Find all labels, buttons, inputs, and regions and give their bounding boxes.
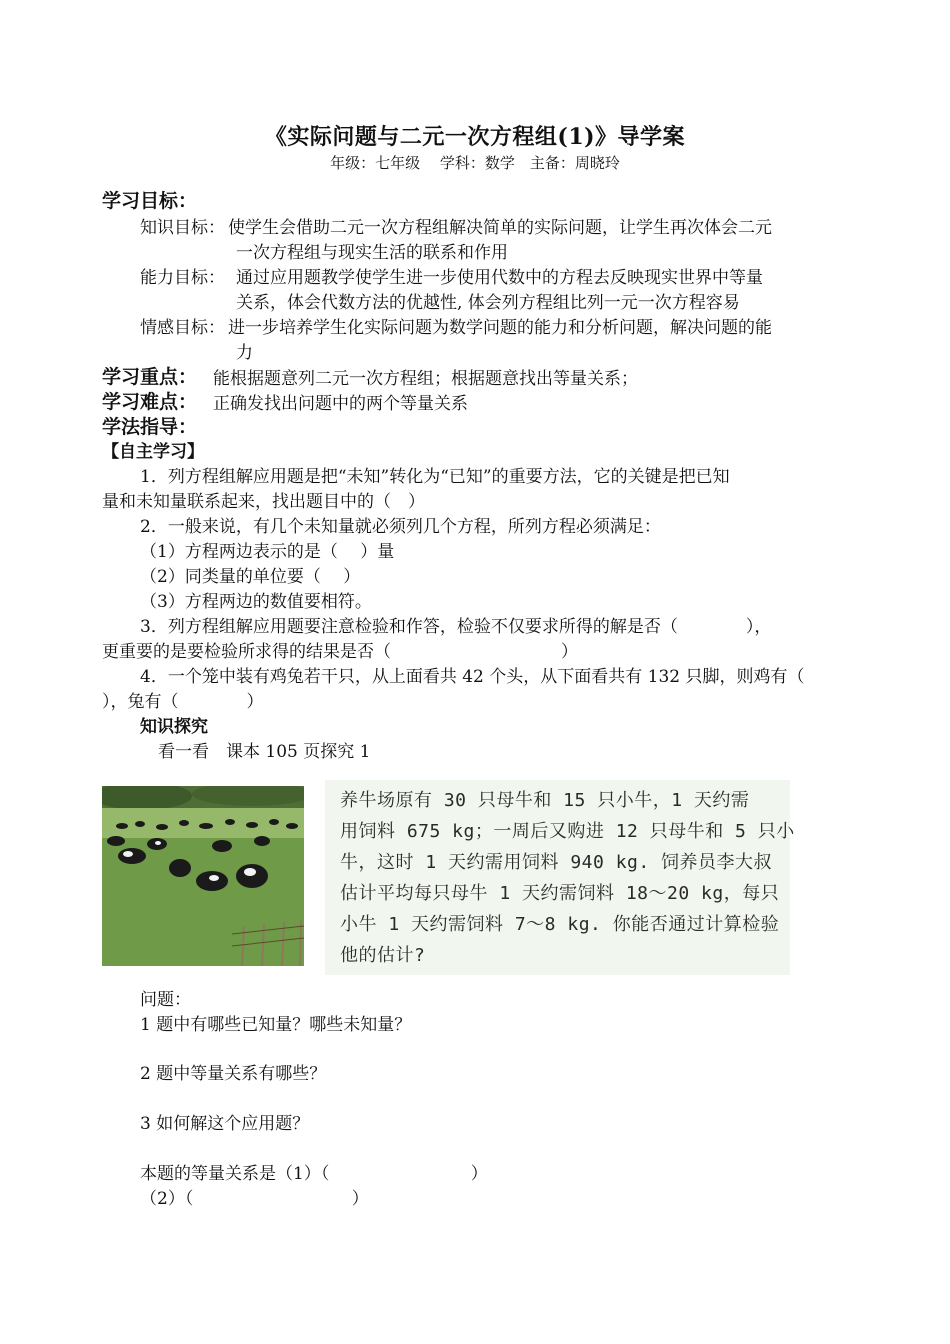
problem-line: 估计平均每只母牛 1 天约需饲料 18～20 kg，每只 <box>340 883 780 904</box>
method-heading: 学法指导： <box>102 416 198 438</box>
ability-goal-label: 能力目标： <box>140 268 225 288</box>
relation-1: 本题的等量关系是（1）（ ） <box>140 1164 488 1184</box>
problem-line: 他的估计? <box>340 945 426 966</box>
knowledge-goal-text-1: 使学生会借助二元一次方程组解决简单的实际问题，让学生再次体会二元 <box>228 218 772 238</box>
questions-label: 问题： <box>140 990 191 1010</box>
page-subtitle: 年级：七年级 学科：数学 主备：周晓玲 <box>330 154 620 172</box>
focus-text: 能根据题意列二元一次方程组；根据题意找出等量关系； <box>213 369 638 389</box>
q1-line-1: 1．列方程组解应用题是把“未知”转化为“已知”的重要方法，它的关键是把已知 <box>140 467 730 487</box>
emotion-goal-text-1: 进一步培养学生化实际问题为数学问题的能力和分析问题，解决问题的能 <box>228 318 772 338</box>
question-2: 2 题中等量关系有哪些？ <box>140 1064 327 1084</box>
q4-line-1: 4．一个笼中装有鸡兔若干只，从上面看共 42 个头，从下面看共有 132 只脚，则鸡有（ <box>140 667 805 687</box>
explore-heading: 知识探究 <box>140 717 208 737</box>
q2-item-2: （2）同类量的单位要（ ） <box>140 567 361 587</box>
self-study-heading: 【自主学习】 <box>102 442 204 462</box>
cows-pasture-image <box>102 786 304 966</box>
problem-line: 养牛场原有 30 只母牛和 15 只小牛，1 天约需 <box>340 790 750 811</box>
problem-line: 小牛 1 天约需饲料 7～8 kg. 你能否通过计算检验 <box>340 914 780 935</box>
page-title: 《实际问题与二元一次方程组(1)》导学案 <box>264 124 686 150</box>
q2-line-1: 2．一般来说，有几个未知量就必须列几个方程，所列方程必须满足： <box>140 517 661 537</box>
emotion-goal-label: 情感目标： <box>140 318 225 338</box>
relation-2: （2）（ ） <box>140 1189 369 1209</box>
q1-line-2: 量和未知量联系起来，找出题目中的（ ） <box>102 492 425 512</box>
emotion-goal-text-2: 力 <box>236 343 253 363</box>
cows-pasture-illustration <box>102 786 304 966</box>
ability-goal-text-1: 通过应用题教学使学生进一步使用代数中的方程去反映现实世界中等量 <box>236 268 763 288</box>
problem-line: 牛，这时 1 天约需用饲料 940 kg. 饲养员李大叔 <box>340 852 773 873</box>
q2-item-3: （3）方程两边的数值要相符。 <box>140 592 372 612</box>
problem-line: 用饲料 675 kg；一周后又购进 12 只母牛和 5 只小 <box>340 821 795 842</box>
difficulty-heading: 学习难点： <box>102 391 198 413</box>
question-3: 3 如何解这个应用题？ <box>140 1114 310 1134</box>
focus-heading: 学习重点： <box>102 366 198 388</box>
goals-heading: 学习目标： <box>102 190 198 212</box>
textbook-problem-box <box>325 780 795 975</box>
difficulty-text: 正确发找出问题中的两个等量关系 <box>213 394 468 414</box>
q3-line-1: 3．列方程组解应用题要注意检验和作答，检验不仅要求所得的解是否（ ）， <box>140 617 772 637</box>
knowledge-goal-label: 知识目标： <box>140 218 225 238</box>
q4-line-2: ），兔有（ ） <box>102 692 264 712</box>
ability-goal-text-2: 关系，体会代数方法的优越性, 体会列方程组比列一元一次方程容易 <box>236 293 740 313</box>
look-textbook: 看一看 课本 105 页探究 1 <box>158 742 371 762</box>
q3-line-2: 更重要的是要检验所求得的结果是否（ ） <box>102 642 578 662</box>
q2-item-1: （1）方程两边表示的是（ ）量 <box>140 542 395 562</box>
question-1: 1 题中有哪些已知量？哪些未知量？ <box>140 1015 412 1035</box>
knowledge-goal-text-2: 一次方程组与现实生活的联系和作用 <box>236 243 508 263</box>
